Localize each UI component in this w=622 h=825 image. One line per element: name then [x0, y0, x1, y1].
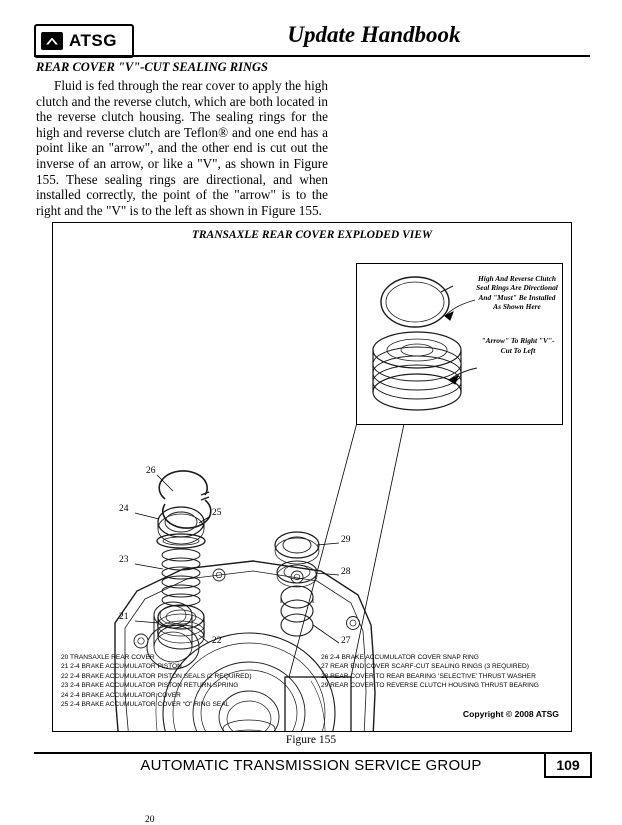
snap-ring-26: [159, 471, 211, 528]
legend-item: 28 REAR COVER TO REAR BEARING ‘SELECTIVE’ THRUST WASHER: [321, 672, 536, 680]
legend-column-left: [61, 653, 309, 709]
detail-inset: [356, 263, 563, 425]
page-number: 109: [544, 752, 592, 778]
callout-24: 24: [119, 504, 129, 514]
page-header: [34, 22, 590, 64]
atsg-logo-icon: [41, 32, 63, 50]
body-text: [36, 78, 328, 218]
callout-21: 21: [119, 612, 129, 622]
figure-caption: Figure 155: [285, 734, 337, 746]
legend-item: 25 2-4 BRAKE ACCUMULATOR COVER “O” RING SEAL: [61, 701, 230, 709]
legend-item: 23 2-4 BRAKE ACCUMULATOR PISTON RETURN SPRING: [61, 682, 239, 690]
legend-item: 21 2-4 BRAKE ACCUMULATOR PISTON: [61, 663, 182, 671]
callout-22: 22: [212, 636, 222, 646]
legend-item: 27 REAR END COVER SCARF-CUT SEALING RINGS (3 REQUIRED): [321, 663, 529, 671]
callout-23: 23: [119, 555, 129, 565]
legend-item: 22 2-4 BRAKE ACCUMULATOR PISTON SEALS (2 REQUIRED): [61, 672, 252, 680]
body-paragraph: Fluid is fed through the rear cover to apply the high clutch and the reverse clutch, which are both located in the reverse clutch housing. The sealing rings for the high and reverse clutch are Teflon® and one end has a point like an "arrow", and the other end is cut out the inverse of an arrow, or like a "V", as shown in Figure 155. These sealing rings are directional, and when installed correctly, the point of the "arrow" is to the right and the "V" is to the left as shown in Figure 155.: [36, 78, 328, 218]
atsg-logo: [34, 24, 134, 58]
callout-25: 25: [212, 508, 222, 518]
callout-26: 26: [146, 466, 156, 476]
figure-title: TRANSAXLE REAR COVER EXPLODED VIEW: [191, 229, 433, 241]
inset-note-bottom: "Arrow" To Right "V"-Cut To Left: [481, 336, 555, 355]
legend-item: 29 REAR COVER TO REVERSE CLUTCH HOUSING THRUST BEARING: [321, 682, 539, 690]
callout-20: 20: [145, 815, 155, 825]
legend-item: 20 TRANSAXLE REAR COVER: [61, 654, 155, 661]
atsg-logo-text: ATSG: [69, 31, 117, 50]
footer-divider: [34, 752, 590, 754]
header-divider: [34, 55, 590, 57]
legend-item: 26 2-4 BRAKE ACCUMULATOR COVER SNAP RING: [321, 654, 479, 661]
section-heading: REAR COVER "V"-CUT SEALING RINGS: [36, 60, 268, 74]
thrust-bearing-29: [275, 532, 319, 564]
legend-item: 24 2-4 BRAKE ACCUMULATOR COVER: [61, 691, 181, 699]
copyright-notice: Copyright © 2008 ATSG: [462, 709, 559, 719]
legend-column-right: [321, 653, 571, 691]
footer-organization: AUTOMATIC TRANSMISSION SERVICE GROUP: [140, 757, 482, 774]
accumulator-cover-24: [158, 507, 204, 544]
callout-27: 27: [341, 636, 351, 646]
inset-note-top: High And Reverse Clutch Seal Rings Are Directional And "Must" Be Installed As Shown Here: [476, 274, 558, 312]
document-title: Update Handbook: [287, 22, 461, 47]
o-ring-25: [157, 534, 205, 548]
callout-29: 29: [341, 535, 351, 545]
callout-28: 28: [341, 567, 351, 577]
